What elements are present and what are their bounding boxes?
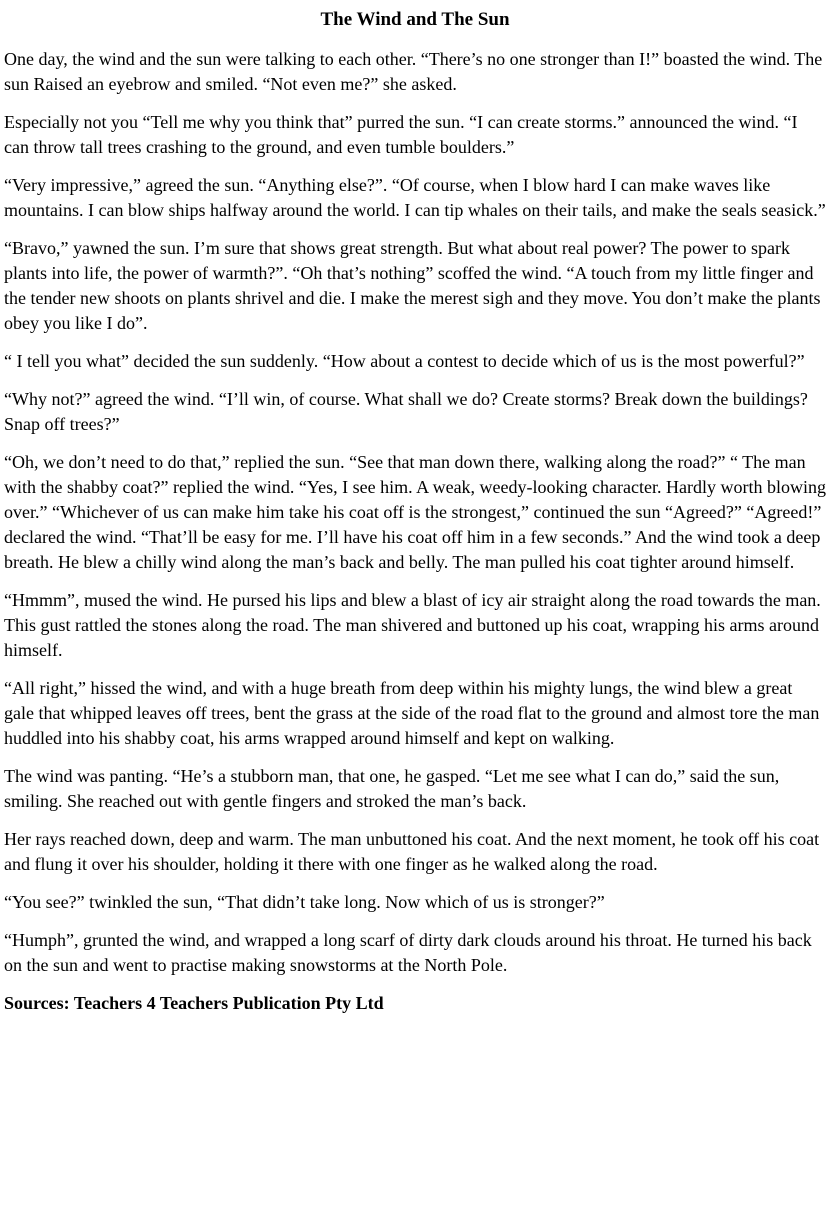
story-paragraph: “Why not?” agreed the wind. “I’ll win, of course. What shall we do? Create storms? Break down the buildings? Snap off trees?” [4, 389, 808, 434]
story-paragraph: “Humph”, grunted the wind, and wrapped a long scarf of dirty dark clouds around his throat. He turned his back on the sun and went to practise making snowstorms at the North Pole. [4, 930, 812, 975]
story-paragraph: “Bravo,” yawned the sun. I’m sure that shows great strength. But what about real power? The power to spark plants into life, the power of warmth?”. “Oh that’s nothing” scoffed the wind. “A touch from my little finger and the tender new shoots on plants shrivel and die. I make the merest sigh and they move. You don’t make the plants obey you like I do”. [4, 238, 821, 333]
story-paragraph: “All right,” hissed the wind, and with a huge breath from deep within his mighty lungs, the wind blew a great gale that whipped leaves off trees, bent the grass at the side of the road flat to the ground and almost tore the man huddled into his shabby coat, his arms wrapped around himself and kept on walking. [4, 678, 820, 748]
sources-line: Sources: Teachers 4 Teachers Publication Pty Ltd [4, 993, 384, 1013]
story-paragraph: “ I tell you what” decided the sun suddenly. “How about a contest to decide which of us is the most powerful?” [4, 351, 805, 371]
story-paragraph: “Oh, we don’t need to do that,” replied the sun. “See that man down there, walking along the road?” “ The man with the shabby coat?” replied the wind. “Yes, I see him. A weak, weedy-looking character. Hardly worth blowing over.” “Whichever of us can make him take his coat off is the strongest,” continued the sun “Agreed?” “Agreed!” declared the wind. “That’ll be easy for me. I’ll have his coat off him in a few seconds.” And the wind took a deep breath. He blew a chilly wind along the man’s back and belly. The man pulled his coat tighter around himself. [4, 452, 826, 572]
story-paragraph: “You see?” twinkled the sun, “That didn’t take long. Now which of us is stronger?” [4, 892, 605, 912]
story-paragraph: The wind was panting. “He’s a stubborn man, that one, he gasped. “Let me see what I can do,” said the sun, smiling. She reached out with gentle fingers and stroked the man’s back. [4, 766, 780, 811]
story-paragraph: One day, the wind and the sun were talking to each other. “There’s no one stronger than I!” boasted the wind. The sun Raised an eyebrow and smiled. “Not even me?” she asked. [4, 49, 823, 94]
page-title: The Wind and The Sun [320, 9, 510, 30]
story-paragraph: “Hmmm”, mused the wind. He pursed his lips and blew a blast of icy air straight along the road towards the man. This gust rattled the stones along the road. The man shivered and buttoned up his coat, wrapping his arms around himself. [4, 590, 821, 660]
story-paragraph: Her rays reached down, deep and warm. The man unbuttoned his coat. And the next moment, he took off his coat and flung it over his shoulder, holding it there with one finger as he walked along the road. [4, 829, 820, 874]
story-paragraph: Especially not you “Tell me why you think that” purred the sun. “I can create storms.” announced the wind. “I can throw tall trees crashing to the ground, and even tumble boulders.” [4, 112, 798, 157]
story-body [4, 47, 826, 978]
story-paragraph: “Very impressive,” agreed the sun. “Anything else?”. “Of course, when I blow hard I can make waves like mountains. I can blow ships halfway around the world. I can tip whales on their tails, and make the seals seasick.” [4, 175, 826, 220]
